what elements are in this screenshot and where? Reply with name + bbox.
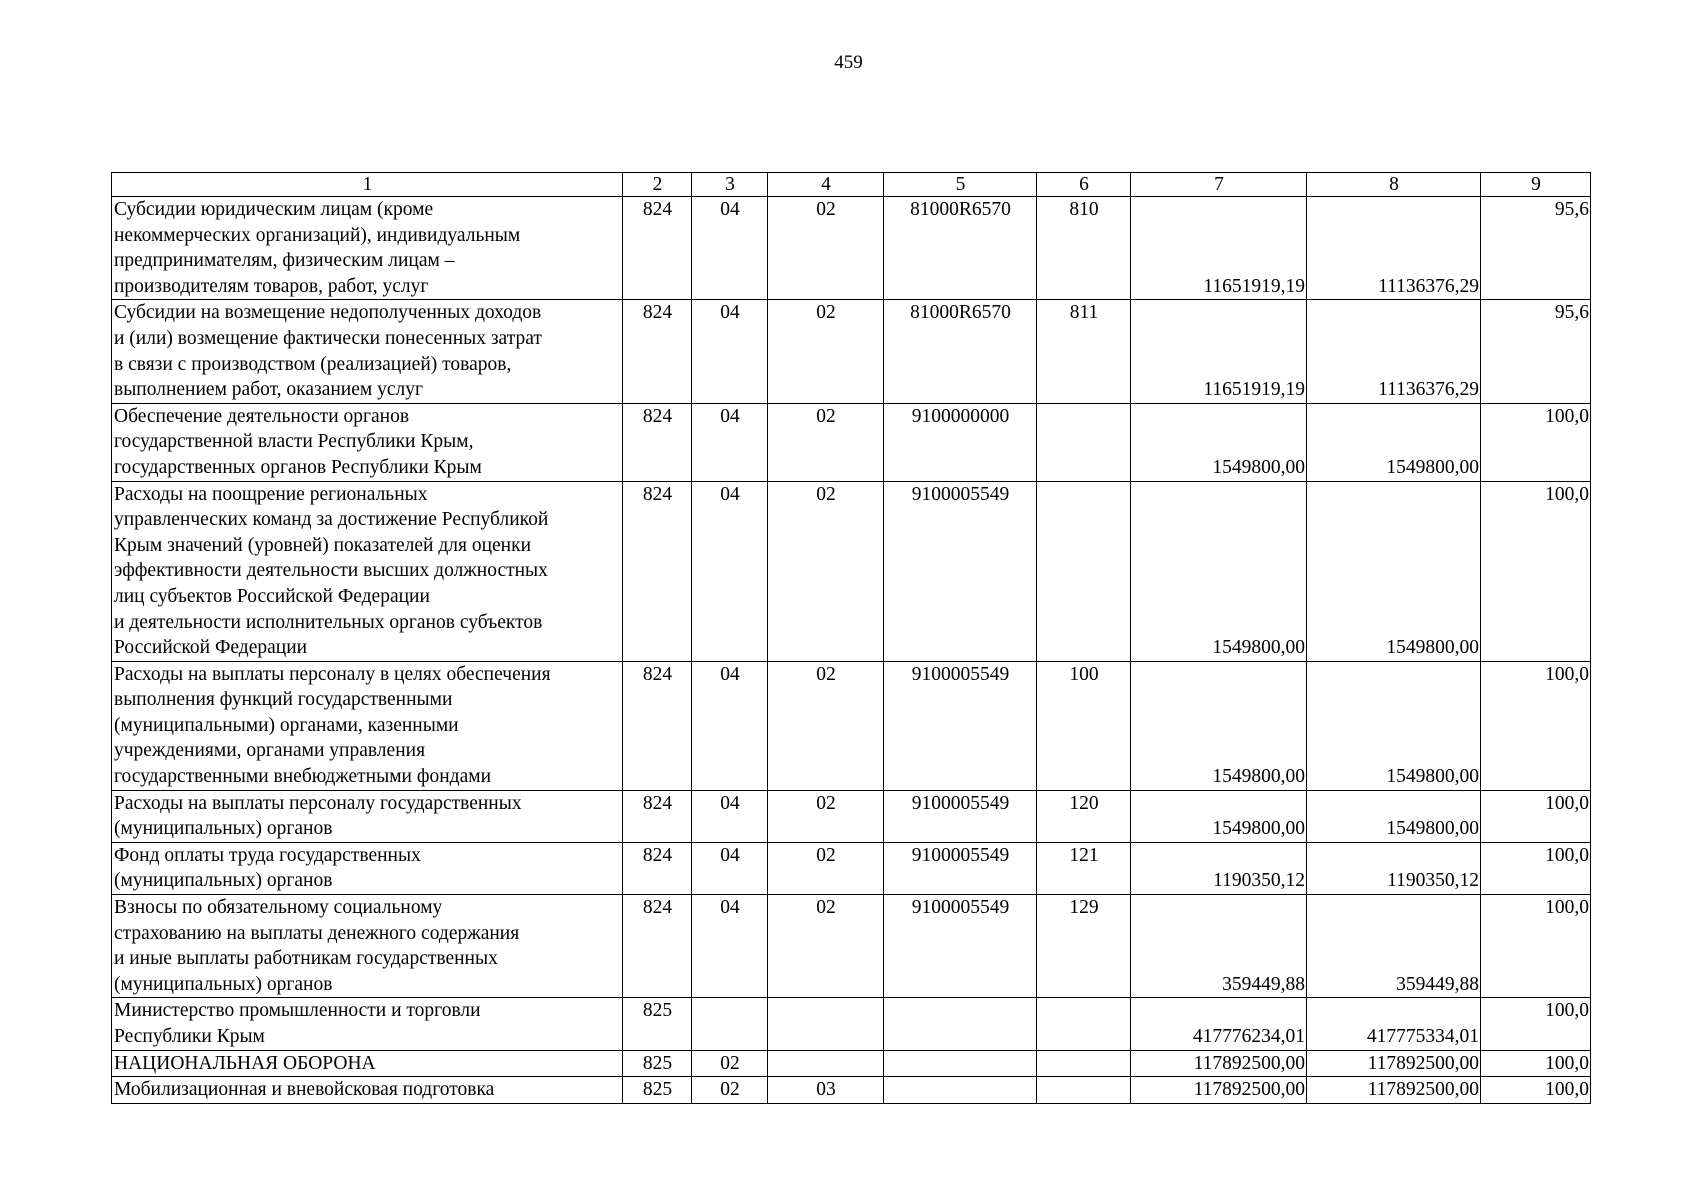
expense-type-cell: 100: [1037, 661, 1131, 790]
section-code-cell: 04: [692, 403, 768, 481]
row-name-cell: [112, 661, 623, 790]
header-cell: 8: [1307, 173, 1481, 197]
execution-percent-cell: 95,6: [1481, 197, 1591, 300]
execution-percent-cell: 100,0: [1481, 790, 1591, 842]
subsection-code-cell: 02: [768, 790, 884, 842]
table-row: [112, 998, 1591, 1050]
execution-percent-cell: 100,0: [1481, 842, 1591, 894]
row-name-line: страхованию на выплаты денежного содержания: [114, 922, 520, 944]
expense-type-cell: 120: [1037, 790, 1131, 842]
section-code-cell: 04: [692, 842, 768, 894]
row-name-line: Субсидии юридическим лицам (кроме: [114, 199, 434, 220]
target-article-cell: 9100005549: [884, 842, 1037, 894]
admin-code-cell: 824: [623, 661, 692, 790]
target-article-cell: 9100000000: [884, 403, 1037, 481]
row-name-line: Министерство промышленности и торговли: [114, 1000, 481, 1022]
admin-code-cell: 824: [623, 403, 692, 481]
executed-amount-cell: 1190350,12: [1307, 842, 1481, 894]
execution-percent-cell: 100,0: [1481, 1050, 1591, 1077]
executed-amount-cell: 117892500,00: [1307, 1077, 1481, 1104]
table-row: [112, 300, 1591, 403]
row-name-line: государственными внебюджетными фондами: [114, 766, 492, 788]
row-name-line: Фонд оплаты труда государственных: [114, 844, 421, 866]
section-code-cell: 04: [692, 481, 768, 661]
row-name-cell: [112, 1050, 623, 1077]
subsection-code-cell: 02: [768, 481, 884, 661]
header-cell: 5: [884, 173, 1037, 197]
row-name-line: в связи с производством (реализацией) товаров,: [114, 353, 512, 375]
row-name-line: (муниципальными) органами, казенными: [114, 714, 459, 736]
row-name-line: учреждениями, органами управления: [114, 740, 426, 762]
admin-code-cell: 825: [623, 1077, 692, 1104]
subsection-code-cell: 02: [768, 197, 884, 300]
row-name-line: эффективности деятельности высших должностных: [114, 560, 548, 582]
row-name-line: Расходы на выплаты персоналу государственных: [114, 792, 522, 814]
row-name-cell: [112, 1077, 623, 1104]
target-article-cell: 81000R6570: [884, 300, 1037, 403]
header-cell: 7: [1131, 173, 1307, 197]
planned-amount-cell: 11651919,19: [1131, 197, 1307, 300]
expense-type-cell: [1037, 403, 1131, 481]
header-cell: 3: [692, 173, 768, 197]
executed-amount-cell: 417775334,01: [1307, 998, 1481, 1050]
row-name-cell: [112, 197, 623, 300]
subsection-code-cell: 02: [768, 895, 884, 998]
header-row: [112, 173, 1591, 197]
table-row: [112, 661, 1591, 790]
execution-percent-cell: 100,0: [1481, 661, 1591, 790]
execution-percent-cell: 100,0: [1481, 998, 1591, 1050]
row-name-line: (муниципальных) органов: [114, 973, 333, 995]
row-name-line: Взносы по обязательному социальному: [114, 897, 443, 919]
row-name-line: государственных органов Республики Крым: [114, 456, 482, 478]
planned-amount-cell: 117892500,00: [1131, 1050, 1307, 1077]
table-row: [112, 1050, 1591, 1077]
target-article-cell: [884, 1077, 1037, 1104]
admin-code-cell: 824: [623, 197, 692, 300]
row-name-line: некоммерческих организаций), индивидуальным: [114, 224, 521, 246]
executed-amount-cell: 1549800,00: [1307, 481, 1481, 661]
row-name-line: выполнением работ, оказанием услуг: [114, 379, 423, 401]
execution-percent-cell: 100,0: [1481, 895, 1591, 998]
planned-amount-cell: 117892500,00: [1131, 1077, 1307, 1104]
row-name-line: (муниципальных) органов: [114, 870, 333, 892]
expense-type-cell: 810: [1037, 197, 1131, 300]
table-row: [112, 842, 1591, 894]
target-article-cell: 81000R6570: [884, 197, 1037, 300]
header-cell: 1: [112, 173, 623, 197]
row-name-cell: [112, 790, 623, 842]
subsection-code-cell: 02: [768, 300, 884, 403]
planned-amount-cell: 417776234,01: [1131, 998, 1307, 1050]
section-code-cell: 02: [692, 1077, 768, 1104]
table-row: [112, 481, 1591, 661]
section-code-cell: 04: [692, 300, 768, 403]
executed-amount-cell: 1549800,00: [1307, 403, 1481, 481]
row-name-cell: [112, 300, 623, 403]
subsection-code-cell: 03: [768, 1077, 884, 1104]
row-name-line: НАЦИОНАЛЬНАЯ ОБОРОНА: [114, 1052, 376, 1074]
expense-type-cell: [1037, 998, 1131, 1050]
row-name-line: и деятельности исполнительных органов субъектов: [114, 611, 543, 633]
planned-amount-cell: 1549800,00: [1131, 481, 1307, 661]
row-name-cell: [112, 842, 623, 894]
executed-amount-cell: 117892500,00: [1307, 1050, 1481, 1077]
planned-amount-cell: 1549800,00: [1131, 403, 1307, 481]
row-name-cell: [112, 481, 623, 661]
expense-type-cell: [1037, 481, 1131, 661]
row-name-line: управленческих команд за достижение Республикой: [114, 509, 549, 531]
executed-amount-cell: 1549800,00: [1307, 661, 1481, 790]
row-name-line: Российской Федерации: [114, 637, 308, 659]
planned-amount-cell: 359449,88: [1131, 895, 1307, 998]
section-code-cell: 02: [692, 1050, 768, 1077]
target-article-cell: 9100005549: [884, 481, 1037, 661]
table-row: [112, 1077, 1591, 1104]
admin-code-cell: 825: [623, 1050, 692, 1077]
admin-code-cell: 824: [623, 790, 692, 842]
subsection-code-cell: [768, 1050, 884, 1077]
admin-code-cell: 824: [623, 842, 692, 894]
execution-percent-cell: 100,0: [1481, 481, 1591, 661]
admin-code-cell: 825: [623, 998, 692, 1050]
header-cell: 6: [1037, 173, 1131, 197]
table-row: [112, 895, 1591, 998]
section-code-cell: 04: [692, 661, 768, 790]
row-name-line: и (или) возмещение фактически понесенных затрат: [114, 327, 542, 349]
row-name-line: Расходы на выплаты персоналу в целях обеспечения: [114, 663, 551, 685]
expense-type-cell: [1037, 1050, 1131, 1077]
target-article-cell: 9100005549: [884, 790, 1037, 842]
planned-amount-cell: 11651919,19: [1131, 300, 1307, 403]
expense-type-cell: 121: [1037, 842, 1131, 894]
section-code-cell: 04: [692, 895, 768, 998]
row-name-line: Мобилизационная и вневойсковая подготовка: [114, 1079, 495, 1101]
expense-type-cell: 811: [1037, 300, 1131, 403]
row-name-line: Крым значений (уровней) показателей для оценки: [114, 534, 532, 556]
planned-amount-cell: 1549800,00: [1131, 790, 1307, 842]
table-row: [112, 197, 1591, 300]
row-name-line: Расходы на поощрение региональных: [114, 483, 428, 505]
row-name-line: (муниципальных) органов: [114, 818, 333, 840]
expense-type-cell: [1037, 1077, 1131, 1104]
table-row: [112, 790, 1591, 842]
target-article-cell: [884, 1050, 1037, 1077]
row-name-line: Обеспечение деятельности органов: [114, 405, 410, 427]
subsection-code-cell: 02: [768, 661, 884, 790]
executed-amount-cell: 359449,88: [1307, 895, 1481, 998]
planned-amount-cell: 1190350,12: [1131, 842, 1307, 894]
execution-percent-cell: 100,0: [1481, 403, 1591, 481]
row-name-cell: [112, 998, 623, 1050]
row-name-line: производителям товаров, работ, услуг: [114, 275, 429, 297]
section-code-cell: 04: [692, 790, 768, 842]
section-code-cell: [692, 998, 768, 1050]
executed-amount-cell: 11136376,29: [1307, 197, 1481, 300]
row-name-line: предпринимателям, физическим лицам –: [114, 250, 455, 272]
row-name-line: Республики Крым: [114, 1026, 265, 1047]
admin-code-cell: 824: [623, 300, 692, 403]
row-name-line: государственной власти Республики Крым,: [114, 431, 474, 453]
header-cell: 2: [623, 173, 692, 197]
row-name-line: выполнения функций государственными: [114, 689, 453, 711]
admin-code-cell: 824: [623, 895, 692, 998]
planned-amount-cell: 1549800,00: [1131, 661, 1307, 790]
execution-percent-cell: 95,6: [1481, 300, 1591, 403]
budget-table: [111, 172, 1591, 1104]
target-article-cell: [884, 998, 1037, 1050]
header-cell: 9: [1481, 173, 1591, 197]
execution-percent-cell: 100,0: [1481, 1077, 1591, 1104]
table-row: [112, 403, 1591, 481]
header-cell: 4: [768, 173, 884, 197]
subsection-code-cell: 02: [768, 842, 884, 894]
row-name-line: лиц субъектов Российской Федерации: [114, 585, 430, 607]
executed-amount-cell: 11136376,29: [1307, 300, 1481, 403]
section-code-cell: 04: [692, 197, 768, 300]
subsection-code-cell: [768, 998, 884, 1050]
target-article-cell: 9100005549: [884, 661, 1037, 790]
row-name-cell: [112, 403, 623, 481]
page-number: 459: [834, 52, 863, 73]
subsection-code-cell: 02: [768, 403, 884, 481]
row-name-line: Субсидии на возмещение недополученных доходов: [114, 302, 542, 324]
row-name-cell: [112, 895, 623, 998]
expense-type-cell: 129: [1037, 895, 1131, 998]
target-article-cell: 9100005549: [884, 895, 1037, 998]
row-name-line: и иные выплаты работникам государственных: [114, 948, 498, 970]
executed-amount-cell: 1549800,00: [1307, 790, 1481, 842]
admin-code-cell: 824: [623, 481, 692, 661]
